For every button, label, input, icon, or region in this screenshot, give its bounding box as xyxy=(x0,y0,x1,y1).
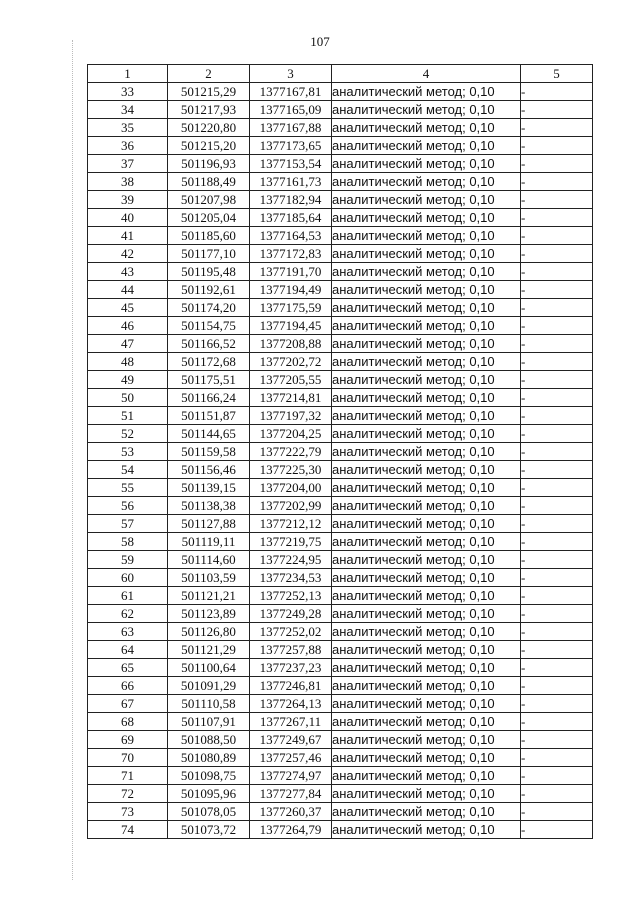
table-row xyxy=(88,569,593,587)
cell-method-accuracy: аналитический метод; 0,10 xyxy=(332,101,521,119)
cell-point-number: 56 xyxy=(88,497,168,515)
cell-coord-y: 1377264,79 xyxy=(250,821,332,839)
cell-coord-x: 501220,80 xyxy=(168,119,250,137)
cell-note: - xyxy=(521,749,593,767)
cell-coord-y: 1377197,32 xyxy=(250,407,332,425)
cell-method-accuracy: аналитический метод; 0,10 xyxy=(332,335,521,353)
cell-coord-y: 1377194,45 xyxy=(250,317,332,335)
cell-point-number: 63 xyxy=(88,623,168,641)
cell-point-number: 39 xyxy=(88,191,168,209)
table-row xyxy=(88,713,593,731)
table-row xyxy=(88,83,593,101)
cell-note: - xyxy=(521,821,593,839)
cell-method-accuracy: аналитический метод; 0,10 xyxy=(332,605,521,623)
cell-coord-y: 1377204,00 xyxy=(250,479,332,497)
cell-method-accuracy: аналитический метод; 0,10 xyxy=(332,407,521,425)
cell-point-number: 44 xyxy=(88,281,168,299)
table-row xyxy=(88,137,593,155)
cell-note: - xyxy=(521,335,593,353)
cell-point-number: 66 xyxy=(88,677,168,695)
cell-method-accuracy: аналитический метод; 0,10 xyxy=(332,623,521,641)
cell-coord-y: 1377172,83 xyxy=(250,245,332,263)
cell-note: - xyxy=(521,299,593,317)
table-row xyxy=(88,533,593,551)
cell-method-accuracy: аналитический метод; 0,10 xyxy=(332,245,521,263)
table-row xyxy=(88,317,593,335)
cell-coord-y: 1377167,88 xyxy=(250,119,332,137)
cell-method-accuracy: аналитический метод; 0,10 xyxy=(332,713,521,731)
cell-method-accuracy: аналитический метод; 0,10 xyxy=(332,821,521,839)
table-header-row xyxy=(88,65,593,83)
cell-coord-x: 501196,93 xyxy=(168,155,250,173)
cell-point-number: 59 xyxy=(88,551,168,569)
cell-coord-x: 501217,93 xyxy=(168,101,250,119)
cell-method-accuracy: аналитический метод; 0,10 xyxy=(332,587,521,605)
header-col-4: 4 xyxy=(332,65,521,83)
table-row xyxy=(88,227,593,245)
cell-note: - xyxy=(521,137,593,155)
cell-note: - xyxy=(521,119,593,137)
cell-coord-y: 1377252,13 xyxy=(250,587,332,605)
cell-method-accuracy: аналитический метод; 0,10 xyxy=(332,569,521,587)
cell-coord-x: 501205,04 xyxy=(168,209,250,227)
table-row xyxy=(88,191,593,209)
cell-note: - xyxy=(521,659,593,677)
cell-coord-x: 501110,58 xyxy=(168,695,250,713)
cell-coord-x: 501207,98 xyxy=(168,191,250,209)
cell-coord-y: 1377277,84 xyxy=(250,785,332,803)
cell-method-accuracy: аналитический метод; 0,10 xyxy=(332,551,521,569)
cell-method-accuracy: аналитический метод; 0,10 xyxy=(332,299,521,317)
cell-point-number: 46 xyxy=(88,317,168,335)
cell-method-accuracy: аналитический метод; 0,10 xyxy=(332,389,521,407)
cell-coord-x: 501121,21 xyxy=(168,587,250,605)
cell-coord-y: 1377257,88 xyxy=(250,641,332,659)
table-row xyxy=(88,371,593,389)
cell-point-number: 60 xyxy=(88,569,168,587)
cell-note: - xyxy=(521,425,593,443)
cell-coord-x: 501174,20 xyxy=(168,299,250,317)
cell-note: - xyxy=(521,173,593,191)
cell-method-accuracy: аналитический метод; 0,10 xyxy=(332,263,521,281)
cell-method-accuracy: аналитический метод; 0,10 xyxy=(332,371,521,389)
cell-coord-y: 1377225,30 xyxy=(250,461,332,479)
table-row xyxy=(88,209,593,227)
cell-coord-x: 501185,60 xyxy=(168,227,250,245)
table-row xyxy=(88,803,593,821)
cell-note: - xyxy=(521,731,593,749)
table-row xyxy=(88,101,593,119)
cell-note: - xyxy=(521,677,593,695)
table-row xyxy=(88,659,593,677)
cell-coord-x: 501166,24 xyxy=(168,389,250,407)
table-row xyxy=(88,749,593,767)
cell-coord-x: 501156,46 xyxy=(168,461,250,479)
cell-coord-x: 501188,49 xyxy=(168,173,250,191)
cell-coord-y: 1377173,65 xyxy=(250,137,332,155)
cell-coord-y: 1377182,94 xyxy=(250,191,332,209)
cell-coord-y: 1377260,37 xyxy=(250,803,332,821)
table-row xyxy=(88,425,593,443)
cell-point-number: 45 xyxy=(88,299,168,317)
table-row xyxy=(88,551,593,569)
cell-note: - xyxy=(521,371,593,389)
table-row xyxy=(88,605,593,623)
cell-coord-y: 1377161,73 xyxy=(250,173,332,191)
cell-note: - xyxy=(521,767,593,785)
cell-method-accuracy: аналитический метод; 0,10 xyxy=(332,317,521,335)
cell-point-number: 52 xyxy=(88,425,168,443)
cell-coord-y: 1377249,67 xyxy=(250,731,332,749)
cell-coord-y: 1377185,64 xyxy=(250,209,332,227)
cell-coord-y: 1377249,28 xyxy=(250,605,332,623)
header-col-5: 5 xyxy=(521,65,593,83)
cell-point-number: 53 xyxy=(88,443,168,461)
cell-method-accuracy: аналитический метод; 0,10 xyxy=(332,731,521,749)
cell-point-number: 71 xyxy=(88,767,168,785)
cell-note: - xyxy=(521,209,593,227)
cell-coord-y: 1377208,88 xyxy=(250,335,332,353)
cell-method-accuracy: аналитический метод; 0,10 xyxy=(332,443,521,461)
cell-note: - xyxy=(521,533,593,551)
table-row xyxy=(88,641,593,659)
cell-method-accuracy: аналитический метод; 0,10 xyxy=(332,209,521,227)
table-row xyxy=(88,281,593,299)
cell-method-accuracy: аналитический метод; 0,10 xyxy=(332,353,521,371)
cell-note: - xyxy=(521,281,593,299)
cell-point-number: 72 xyxy=(88,785,168,803)
cell-note: - xyxy=(521,623,593,641)
cell-note: - xyxy=(521,641,593,659)
cell-coord-x: 501195,48 xyxy=(168,263,250,281)
cell-point-number: 34 xyxy=(88,101,168,119)
cell-point-number: 64 xyxy=(88,641,168,659)
cell-method-accuracy: аналитический метод; 0,10 xyxy=(332,281,521,299)
table-body xyxy=(88,83,593,839)
table-row xyxy=(88,443,593,461)
cell-coord-x: 501139,15 xyxy=(168,479,250,497)
cell-coord-x: 501095,96 xyxy=(168,785,250,803)
table-row xyxy=(88,515,593,533)
cell-point-number: 35 xyxy=(88,119,168,137)
cell-method-accuracy: аналитический метод; 0,10 xyxy=(332,83,521,101)
cell-coord-y: 1377267,11 xyxy=(250,713,332,731)
cell-coord-x: 501091,29 xyxy=(168,677,250,695)
cell-coord-y: 1377257,46 xyxy=(250,749,332,767)
cell-method-accuracy: аналитический метод; 0,10 xyxy=(332,515,521,533)
cell-method-accuracy: аналитический метод; 0,10 xyxy=(332,479,521,497)
cell-method-accuracy: аналитический метод; 0,10 xyxy=(332,497,521,515)
cell-note: - xyxy=(521,713,593,731)
cell-coord-x: 501172,68 xyxy=(168,353,250,371)
cell-point-number: 57 xyxy=(88,515,168,533)
cell-coord-y: 1377164,53 xyxy=(250,227,332,245)
table-row xyxy=(88,479,593,497)
header-col-3: 3 xyxy=(250,65,332,83)
table-row xyxy=(88,353,593,371)
table-row xyxy=(88,173,593,191)
cell-coord-y: 1377204,25 xyxy=(250,425,332,443)
cell-note: - xyxy=(521,785,593,803)
cell-note: - xyxy=(521,515,593,533)
cell-coord-x: 501144,65 xyxy=(168,425,250,443)
table-row xyxy=(88,785,593,803)
cell-coord-x: 501107,91 xyxy=(168,713,250,731)
cell-point-number: 51 xyxy=(88,407,168,425)
cell-note: - xyxy=(521,461,593,479)
cell-method-accuracy: аналитический метод; 0,10 xyxy=(332,137,521,155)
cell-method-accuracy: аналитический метод; 0,10 xyxy=(332,659,521,677)
cell-coord-x: 501215,29 xyxy=(168,83,250,101)
binding-margin-line xyxy=(72,40,73,880)
cell-note: - xyxy=(521,227,593,245)
cell-coord-x: 501114,60 xyxy=(168,551,250,569)
cell-point-number: 55 xyxy=(88,479,168,497)
cell-note: - xyxy=(521,569,593,587)
cell-method-accuracy: аналитический метод; 0,10 xyxy=(332,227,521,245)
cell-point-number: 74 xyxy=(88,821,168,839)
cell-method-accuracy: аналитический метод; 0,10 xyxy=(332,461,521,479)
cell-coord-x: 501123,89 xyxy=(168,605,250,623)
cell-coord-x: 501078,05 xyxy=(168,803,250,821)
cell-coord-y: 1377234,53 xyxy=(250,569,332,587)
table-row xyxy=(88,821,593,839)
cell-note: - xyxy=(521,497,593,515)
cell-point-number: 41 xyxy=(88,227,168,245)
cell-note: - xyxy=(521,443,593,461)
cell-coord-y: 1377202,99 xyxy=(250,497,332,515)
cell-method-accuracy: аналитический метод; 0,10 xyxy=(332,677,521,695)
header-col-1: 1 xyxy=(88,65,168,83)
cell-coord-x: 501119,11 xyxy=(168,533,250,551)
cell-coord-y: 1377175,59 xyxy=(250,299,332,317)
cell-method-accuracy: аналитический метод; 0,10 xyxy=(332,173,521,191)
table-row xyxy=(88,767,593,785)
cell-coord-y: 1377246,81 xyxy=(250,677,332,695)
cell-point-number: 33 xyxy=(88,83,168,101)
cell-point-number: 47 xyxy=(88,335,168,353)
cell-point-number: 48 xyxy=(88,353,168,371)
cell-coord-y: 1377214,81 xyxy=(250,389,332,407)
cell-point-number: 67 xyxy=(88,695,168,713)
cell-method-accuracy: аналитический метод; 0,10 xyxy=(332,425,521,443)
cell-point-number: 73 xyxy=(88,803,168,821)
cell-note: - xyxy=(521,407,593,425)
table-row xyxy=(88,731,593,749)
table-row xyxy=(88,623,593,641)
cell-coord-y: 1377153,54 xyxy=(250,155,332,173)
cell-note: - xyxy=(521,695,593,713)
cell-note: - xyxy=(521,353,593,371)
table-row xyxy=(88,407,593,425)
cell-coord-x: 501073,72 xyxy=(168,821,250,839)
cell-coord-y: 1377194,49 xyxy=(250,281,332,299)
cell-method-accuracy: аналитический метод; 0,10 xyxy=(332,695,521,713)
cell-coord-y: 1377205,55 xyxy=(250,371,332,389)
cell-coord-y: 1377191,70 xyxy=(250,263,332,281)
cell-method-accuracy: аналитический метод; 0,10 xyxy=(332,191,521,209)
cell-method-accuracy: аналитический метод; 0,10 xyxy=(332,803,521,821)
cell-method-accuracy: аналитический метод; 0,10 xyxy=(332,119,521,137)
cell-coord-x: 501151,87 xyxy=(168,407,250,425)
cell-point-number: 37 xyxy=(88,155,168,173)
table-row xyxy=(88,335,593,353)
table-row xyxy=(88,677,593,695)
cell-coord-x: 501215,20 xyxy=(168,137,250,155)
cell-coord-y: 1377222,79 xyxy=(250,443,332,461)
table-row xyxy=(88,497,593,515)
cell-note: - xyxy=(521,389,593,407)
cell-coord-x: 501100,64 xyxy=(168,659,250,677)
cell-point-number: 54 xyxy=(88,461,168,479)
cell-note: - xyxy=(521,155,593,173)
cell-coord-y: 1377224,95 xyxy=(250,551,332,569)
cell-note: - xyxy=(521,317,593,335)
table-row xyxy=(88,119,593,137)
cell-coord-y: 1377202,72 xyxy=(250,353,332,371)
cell-note: - xyxy=(521,101,593,119)
cell-note: - xyxy=(521,803,593,821)
cell-point-number: 49 xyxy=(88,371,168,389)
cell-coord-x: 501121,29 xyxy=(168,641,250,659)
cell-note: - xyxy=(521,479,593,497)
cell-note: - xyxy=(521,263,593,281)
cell-coord-x: 501127,88 xyxy=(168,515,250,533)
table-row xyxy=(88,587,593,605)
page-number: 107 xyxy=(310,34,330,49)
cell-note: - xyxy=(521,245,593,263)
cell-point-number: 68 xyxy=(88,713,168,731)
table-row xyxy=(88,389,593,407)
cell-note: - xyxy=(521,605,593,623)
cell-note: - xyxy=(521,191,593,209)
cell-point-number: 65 xyxy=(88,659,168,677)
table-row xyxy=(88,263,593,281)
cell-coord-y: 1377219,75 xyxy=(250,533,332,551)
cell-point-number: 62 xyxy=(88,605,168,623)
table-row xyxy=(88,461,593,479)
cell-coord-x: 501126,80 xyxy=(168,623,250,641)
cell-method-accuracy: аналитический метод; 0,10 xyxy=(332,749,521,767)
cell-note: - xyxy=(521,587,593,605)
cell-point-number: 70 xyxy=(88,749,168,767)
cell-point-number: 58 xyxy=(88,533,168,551)
cell-note: - xyxy=(521,551,593,569)
cell-coord-x: 501177,10 xyxy=(168,245,250,263)
cell-point-number: 40 xyxy=(88,209,168,227)
cell-coord-x: 501080,89 xyxy=(168,749,250,767)
cell-point-number: 61 xyxy=(88,587,168,605)
cell-method-accuracy: аналитический метод; 0,10 xyxy=(332,155,521,173)
cell-coord-x: 501166,52 xyxy=(168,335,250,353)
cell-point-number: 43 xyxy=(88,263,168,281)
cell-coord-x: 501159,58 xyxy=(168,443,250,461)
table-row xyxy=(88,695,593,713)
cell-coord-y: 1377165,09 xyxy=(250,101,332,119)
cell-coord-y: 1377167,81 xyxy=(250,83,332,101)
cell-coord-y: 1377237,23 xyxy=(250,659,332,677)
cell-coord-x: 501103,59 xyxy=(168,569,250,587)
cell-coord-x: 501098,75 xyxy=(168,767,250,785)
cell-method-accuracy: аналитический метод; 0,10 xyxy=(332,767,521,785)
table-row xyxy=(88,245,593,263)
cell-coord-y: 1377252,02 xyxy=(250,623,332,641)
cell-method-accuracy: аналитический метод; 0,10 xyxy=(332,785,521,803)
table-row xyxy=(88,299,593,317)
cell-coord-x: 501154,75 xyxy=(168,317,250,335)
table-row xyxy=(88,155,593,173)
cell-point-number: 36 xyxy=(88,137,168,155)
cell-coord-y: 1377264,13 xyxy=(250,695,332,713)
cell-coord-x: 501088,50 xyxy=(168,731,250,749)
cell-coord-x: 501138,38 xyxy=(168,497,250,515)
cell-point-number: 38 xyxy=(88,173,168,191)
header-col-2: 2 xyxy=(168,65,250,83)
cell-point-number: 42 xyxy=(88,245,168,263)
cell-coord-y: 1377212,12 xyxy=(250,515,332,533)
cell-method-accuracy: аналитический метод; 0,10 xyxy=(332,533,521,551)
coordinates-table xyxy=(87,64,593,839)
cell-method-accuracy: аналитический метод; 0,10 xyxy=(332,641,521,659)
cell-point-number: 50 xyxy=(88,389,168,407)
cell-note: - xyxy=(521,83,593,101)
cell-coord-x: 501192,61 xyxy=(168,281,250,299)
cell-coord-x: 501175,51 xyxy=(168,371,250,389)
cell-coord-y: 1377274,97 xyxy=(250,767,332,785)
cell-point-number: 69 xyxy=(88,731,168,749)
